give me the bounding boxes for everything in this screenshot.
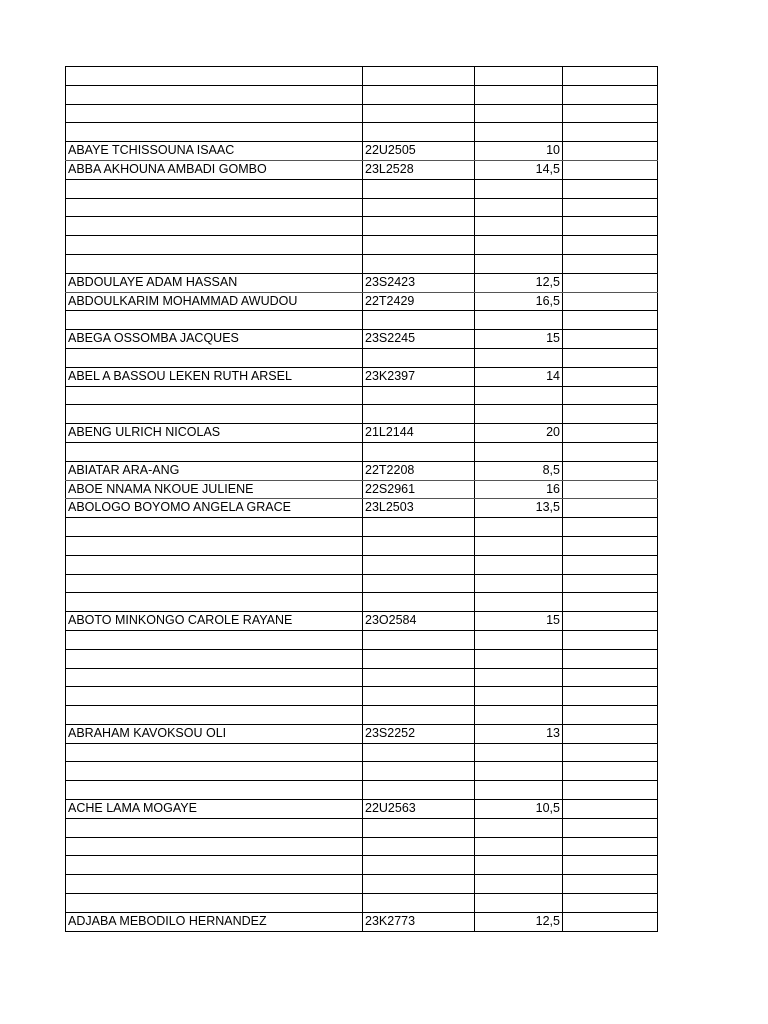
grade-cell bbox=[475, 442, 563, 461]
grade-cell bbox=[475, 762, 563, 781]
table-row bbox=[66, 781, 658, 800]
student-code-cell bbox=[363, 762, 475, 781]
extra-cell bbox=[563, 668, 658, 687]
student-code-cell: 23S2245 bbox=[363, 330, 475, 349]
student-name-cell bbox=[66, 706, 363, 725]
student-name-cell bbox=[66, 875, 363, 894]
student-name-cell bbox=[66, 311, 363, 330]
student-code-cell: 22T2208 bbox=[363, 461, 475, 480]
grade-cell: 12,5 bbox=[475, 912, 563, 931]
student-name-cell bbox=[66, 743, 363, 762]
student-code-cell bbox=[363, 104, 475, 123]
table-row bbox=[66, 743, 658, 762]
student-name-cell: ABEGA OSSOMBA JACQUES bbox=[66, 330, 363, 349]
table-row bbox=[66, 668, 658, 687]
student-code-cell bbox=[363, 687, 475, 706]
table-row bbox=[66, 179, 658, 198]
student-name-cell bbox=[66, 649, 363, 668]
student-name-cell: ACHE LAMA MOGAYE bbox=[66, 800, 363, 819]
student-name-cell bbox=[66, 236, 363, 255]
student-code-cell: 22U2563 bbox=[363, 800, 475, 819]
table-row bbox=[66, 630, 658, 649]
student-name-cell: ABDOULKARIM MOHAMMAD AWUDOU bbox=[66, 292, 363, 311]
student-code-cell: 23L2528 bbox=[363, 160, 475, 179]
extra-cell bbox=[563, 254, 658, 273]
student-code-cell bbox=[363, 875, 475, 894]
student-code-cell bbox=[363, 123, 475, 142]
student-name-cell bbox=[66, 762, 363, 781]
student-code-cell bbox=[363, 67, 475, 86]
extra-cell bbox=[563, 480, 658, 499]
grade-cell bbox=[475, 574, 563, 593]
student-code-cell: 23S2423 bbox=[363, 273, 475, 292]
table-row bbox=[66, 254, 658, 273]
extra-cell bbox=[563, 217, 658, 236]
student-name-cell: ABENG ULRICH NICOLAS bbox=[66, 424, 363, 443]
grade-cell bbox=[475, 85, 563, 104]
student-code-cell bbox=[363, 179, 475, 198]
student-code-cell bbox=[363, 198, 475, 217]
student-code-cell bbox=[363, 706, 475, 725]
student-name-cell bbox=[66, 818, 363, 837]
student-name-cell: ABAYE TCHISSOUNA ISAAC bbox=[66, 142, 363, 161]
student-name-cell bbox=[66, 348, 363, 367]
table-row bbox=[66, 536, 658, 555]
student-name-cell: ABOLOGO BOYOMO ANGELA GRACE bbox=[66, 499, 363, 518]
extra-cell bbox=[563, 856, 658, 875]
student-code-cell bbox=[363, 649, 475, 668]
grade-cell bbox=[475, 179, 563, 198]
student-code-cell: 22S2961 bbox=[363, 480, 475, 499]
grade-cell bbox=[475, 743, 563, 762]
table-row bbox=[66, 818, 658, 837]
table-row bbox=[66, 762, 658, 781]
extra-cell bbox=[563, 518, 658, 537]
grade-cell bbox=[475, 104, 563, 123]
student-code-cell bbox=[363, 386, 475, 405]
table-row bbox=[66, 555, 658, 574]
student-name-cell bbox=[66, 593, 363, 612]
table-row bbox=[66, 461, 658, 480]
student-name-cell bbox=[66, 687, 363, 706]
grade-cell bbox=[475, 386, 563, 405]
student-name-cell bbox=[66, 442, 363, 461]
grade-cell bbox=[475, 236, 563, 255]
grade-cell: 8,5 bbox=[475, 461, 563, 480]
grade-cell: 15 bbox=[475, 612, 563, 631]
grade-cell: 12,5 bbox=[475, 273, 563, 292]
student-code-cell bbox=[363, 593, 475, 612]
grade-cell bbox=[475, 254, 563, 273]
extra-cell bbox=[563, 367, 658, 386]
extra-cell bbox=[563, 85, 658, 104]
extra-cell bbox=[563, 461, 658, 480]
student-name-cell bbox=[66, 85, 363, 104]
table-row bbox=[66, 574, 658, 593]
extra-cell bbox=[563, 574, 658, 593]
grade-cell bbox=[475, 649, 563, 668]
student-name-cell bbox=[66, 555, 363, 574]
extra-cell bbox=[563, 724, 658, 743]
grade-cell: 13 bbox=[475, 724, 563, 743]
table-row bbox=[66, 330, 658, 349]
student-name-cell: ABEL A BASSOU LEKEN RUTH ARSEL bbox=[66, 367, 363, 386]
table-row bbox=[66, 292, 658, 311]
grade-cell bbox=[475, 894, 563, 913]
student-code-cell: 23K2773 bbox=[363, 912, 475, 931]
table-row bbox=[66, 67, 658, 86]
table-row bbox=[66, 837, 658, 856]
student-name-cell bbox=[66, 781, 363, 800]
table-row bbox=[66, 894, 658, 913]
student-name-cell bbox=[66, 630, 363, 649]
student-code-cell: 23S2252 bbox=[363, 724, 475, 743]
student-code-cell: 23K2397 bbox=[363, 367, 475, 386]
student-name-cell: ABBA AKHOUNA AMBADI GOMBO bbox=[66, 160, 363, 179]
extra-cell bbox=[563, 499, 658, 518]
student-code-cell bbox=[363, 743, 475, 762]
extra-cell bbox=[563, 612, 658, 631]
grade-cell bbox=[475, 706, 563, 725]
extra-cell bbox=[563, 123, 658, 142]
extra-cell bbox=[563, 630, 658, 649]
extra-cell bbox=[563, 912, 658, 931]
grade-cell: 13,5 bbox=[475, 499, 563, 518]
student-name-cell bbox=[66, 179, 363, 198]
table-row bbox=[66, 142, 658, 161]
student-code-cell bbox=[363, 818, 475, 837]
grade-cell bbox=[475, 555, 563, 574]
extra-cell bbox=[563, 593, 658, 612]
table-row bbox=[66, 499, 658, 518]
student-code-cell bbox=[363, 894, 475, 913]
table-row bbox=[66, 649, 658, 668]
extra-cell bbox=[563, 442, 658, 461]
extra-cell bbox=[563, 818, 658, 837]
grade-cell bbox=[475, 311, 563, 330]
student-code-cell bbox=[363, 555, 475, 574]
extra-cell bbox=[563, 424, 658, 443]
student-code-cell bbox=[363, 442, 475, 461]
student-code-cell bbox=[363, 254, 475, 273]
grade-cell bbox=[475, 67, 563, 86]
grade-cell bbox=[475, 405, 563, 424]
grade-cell: 10 bbox=[475, 142, 563, 161]
student-code-cell bbox=[363, 630, 475, 649]
grades-table bbox=[65, 66, 658, 932]
table-row bbox=[66, 236, 658, 255]
extra-cell bbox=[563, 837, 658, 856]
table-row bbox=[66, 367, 658, 386]
grade-cell bbox=[475, 687, 563, 706]
table-row bbox=[66, 217, 658, 236]
student-code-cell bbox=[363, 405, 475, 424]
grade-cell: 20 bbox=[475, 424, 563, 443]
student-name-cell: ABDOULAYE ADAM HASSAN bbox=[66, 273, 363, 292]
grade-cell: 14,5 bbox=[475, 160, 563, 179]
student-code-cell bbox=[363, 781, 475, 800]
table-row bbox=[66, 856, 658, 875]
grade-cell bbox=[475, 875, 563, 894]
grade-cell bbox=[475, 818, 563, 837]
table-row bbox=[66, 687, 658, 706]
student-code-cell bbox=[363, 85, 475, 104]
table-row bbox=[66, 912, 658, 931]
student-name-cell bbox=[66, 198, 363, 217]
extra-cell bbox=[563, 405, 658, 424]
table-row bbox=[66, 724, 658, 743]
student-name-cell bbox=[66, 894, 363, 913]
grade-cell bbox=[475, 536, 563, 555]
grade-cell: 16 bbox=[475, 480, 563, 499]
grade-cell bbox=[475, 217, 563, 236]
student-name-cell bbox=[66, 536, 363, 555]
student-name-cell bbox=[66, 856, 363, 875]
extra-cell bbox=[563, 142, 658, 161]
grades-table-body bbox=[66, 67, 658, 932]
table-row bbox=[66, 875, 658, 894]
table-row bbox=[66, 480, 658, 499]
extra-cell bbox=[563, 894, 658, 913]
table-row bbox=[66, 386, 658, 405]
grade-cell bbox=[475, 668, 563, 687]
extra-cell bbox=[563, 330, 658, 349]
table-row bbox=[66, 612, 658, 631]
grade-cell bbox=[475, 593, 563, 612]
student-name-cell bbox=[66, 386, 363, 405]
grade-cell bbox=[475, 518, 563, 537]
grade-cell bbox=[475, 856, 563, 875]
extra-cell bbox=[563, 800, 658, 819]
student-name-cell bbox=[66, 104, 363, 123]
extra-cell bbox=[563, 292, 658, 311]
extra-cell bbox=[563, 706, 658, 725]
extra-cell bbox=[563, 536, 658, 555]
extra-cell bbox=[563, 198, 658, 217]
grade-cell: 15 bbox=[475, 330, 563, 349]
extra-cell bbox=[563, 104, 658, 123]
extra-cell bbox=[563, 67, 658, 86]
student-name-cell bbox=[66, 837, 363, 856]
extra-cell bbox=[563, 273, 658, 292]
table-row bbox=[66, 405, 658, 424]
extra-cell bbox=[563, 781, 658, 800]
grade-cell bbox=[475, 630, 563, 649]
table-row bbox=[66, 518, 658, 537]
student-name-cell bbox=[66, 518, 363, 537]
student-code-cell bbox=[363, 856, 475, 875]
table-row bbox=[66, 706, 658, 725]
table-row bbox=[66, 348, 658, 367]
student-name-cell: ABRAHAM KAVOKSOU OLI bbox=[66, 724, 363, 743]
student-code-cell bbox=[363, 217, 475, 236]
student-code-cell bbox=[363, 574, 475, 593]
table-row bbox=[66, 85, 658, 104]
student-code-cell: 22U2505 bbox=[363, 142, 475, 161]
student-name-cell bbox=[66, 405, 363, 424]
table-row bbox=[66, 442, 658, 461]
table-row bbox=[66, 593, 658, 612]
table-row bbox=[66, 424, 658, 443]
table-row bbox=[66, 160, 658, 179]
student-name-cell: ABOE NNAMA NKOUE JULIENE bbox=[66, 480, 363, 499]
extra-cell bbox=[563, 875, 658, 894]
student-code-cell: 21L2144 bbox=[363, 424, 475, 443]
extra-cell bbox=[563, 555, 658, 574]
table-row bbox=[66, 311, 658, 330]
table-row bbox=[66, 800, 658, 819]
table-row bbox=[66, 104, 658, 123]
student-code-cell bbox=[363, 311, 475, 330]
extra-cell bbox=[563, 160, 658, 179]
extra-cell bbox=[563, 236, 658, 255]
student-code-cell: 22T2429 bbox=[363, 292, 475, 311]
extra-cell bbox=[563, 311, 658, 330]
grade-cell bbox=[475, 198, 563, 217]
student-code-cell bbox=[363, 348, 475, 367]
student-name-cell bbox=[66, 123, 363, 142]
extra-cell bbox=[563, 743, 658, 762]
student-code-cell bbox=[363, 518, 475, 537]
student-name-cell bbox=[66, 217, 363, 236]
extra-cell bbox=[563, 386, 658, 405]
student-name-cell: ABIATAR ARA-ANG bbox=[66, 461, 363, 480]
student-name-cell bbox=[66, 574, 363, 593]
table-row bbox=[66, 123, 658, 142]
student-code-cell bbox=[363, 668, 475, 687]
student-code-cell bbox=[363, 837, 475, 856]
student-name-cell bbox=[66, 67, 363, 86]
grade-cell bbox=[475, 123, 563, 142]
grade-cell: 16,5 bbox=[475, 292, 563, 311]
extra-cell bbox=[563, 762, 658, 781]
student-name-cell: ADJABA MEBODILO HERNANDEZ bbox=[66, 912, 363, 931]
extra-cell bbox=[563, 649, 658, 668]
table-row bbox=[66, 198, 658, 217]
grade-cell bbox=[475, 837, 563, 856]
student-code-cell bbox=[363, 236, 475, 255]
extra-cell bbox=[563, 687, 658, 706]
grade-cell bbox=[475, 781, 563, 800]
student-name-cell: ABOTO MINKONGO CAROLE RAYANE bbox=[66, 612, 363, 631]
grade-cell bbox=[475, 348, 563, 367]
student-name-cell bbox=[66, 254, 363, 273]
student-code-cell: 23L2503 bbox=[363, 499, 475, 518]
student-name-cell bbox=[66, 668, 363, 687]
extra-cell bbox=[563, 179, 658, 198]
extra-cell bbox=[563, 348, 658, 367]
grade-cell: 10,5 bbox=[475, 800, 563, 819]
grade-cell: 14 bbox=[475, 367, 563, 386]
student-code-cell: 23O2584 bbox=[363, 612, 475, 631]
student-code-cell bbox=[363, 536, 475, 555]
table-row bbox=[66, 273, 658, 292]
